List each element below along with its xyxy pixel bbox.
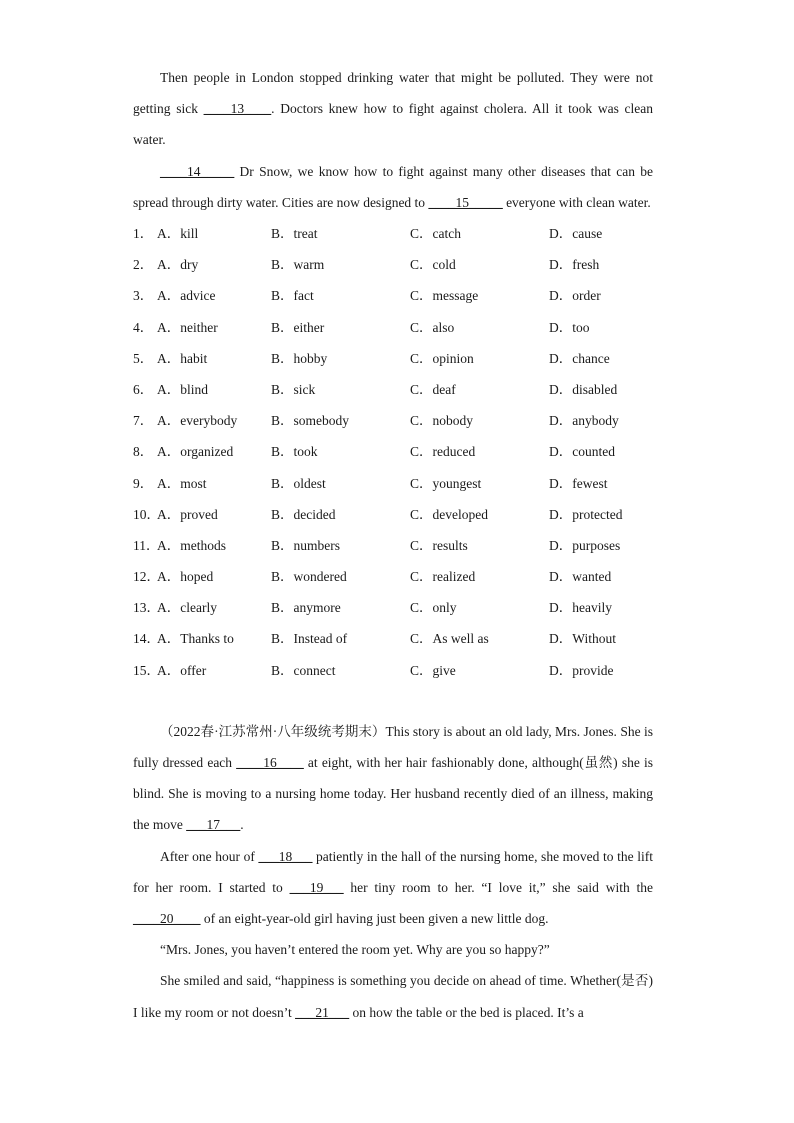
option-b: B．took [271,444,318,460]
document-page [133,62,653,1028]
question-row [133,655,653,686]
option-d: D．protected [549,506,623,522]
blank-19: ___19___ [289,879,344,895]
option-a: A．clearly [157,600,217,616]
question-row [133,592,653,623]
question-row [133,374,653,405]
text: at eight, with her hair fashionably done, although(虽然) she is blind. She is moving to a nursing home today. Her husband recently died of an illness, making the move [133,755,653,833]
text: She smiled and said, “happiness is something you decide on ahead of time. Whether(是否) I like my room or not doesn’t [133,973,653,1020]
question-number: 10． [133,506,160,522]
option-a: A．neither [157,319,218,335]
text: of an eight-year-old girl having just been given a new little dog. [200,911,549,927]
text: patiently in the hall of the nursing home, she moved to the lift for her room. I started to [133,848,654,895]
question-number: 11． [133,537,160,553]
option-c: C．developed [410,506,488,522]
option-b: B．warm [271,257,325,273]
blank-16: ____16____ [236,755,304,771]
option-b: B．connect [271,662,336,678]
blank-15: ____15_____ [428,194,503,210]
question-row [133,249,653,280]
text: her tiny room to her. “I love it,” she said with the [343,879,653,895]
question-number: 14． [133,631,160,647]
option-a: A．blind [157,381,209,397]
passage1-paragraph2 [133,156,653,218]
question-row [133,436,653,467]
option-a: A．everybody [157,413,238,429]
blank-20: ____20____ [133,911,201,927]
text: This story is about an old lady, Mrs. Jones. She is fully dressed each [133,723,653,771]
question-number: 2． [133,257,154,273]
option-c: C．realized [410,569,476,585]
option-b: B．treat [271,226,318,242]
option-a: A．dry [157,257,199,273]
question-number: 4． [133,319,154,335]
option-a: A．most [157,475,207,491]
blank-14: ____14_____ [160,163,235,179]
option-b: B．wondered [271,569,347,585]
text: Dr Snow, we know how to fight against many other diseases that can be spread through dirty water. Cities are now designed to [133,163,653,210]
text: Then people in London stopped drinking water that might be polluted. They were not getting sick [133,70,653,117]
blank-18: ___18___ [258,848,313,864]
option-b: B．oldest [271,475,326,491]
question-number: 5． [133,350,154,366]
blank-21: ___21___ [295,1004,350,1020]
option-b: B．either [271,319,325,335]
passage2-paragraph2 [133,841,653,935]
option-a: A．kill [157,226,199,242]
question-row [133,280,653,311]
option-d: D．provide [549,662,614,678]
question-number: 1． [133,226,154,242]
option-c: C．opinion [410,350,474,366]
option-a: A．offer [157,662,207,678]
option-b: B．numbers [271,537,340,553]
passage1-paragraph1 [133,62,653,156]
passage2-paragraph4 [133,965,653,1027]
option-c: C．also [410,319,455,335]
option-b: B．sick [271,381,316,397]
question-row [133,499,653,530]
option-c: C．deaf [410,381,456,397]
option-b: B．somebody [271,413,350,429]
option-d: D．disabled [549,381,618,397]
question-number: 15． [133,662,160,678]
option-c: C．give [410,662,456,678]
question-number: 9． [133,475,154,491]
text: on how the table or the bed is placed. It’s a [349,1004,584,1020]
text: After one hour of [160,848,259,864]
option-c: C．As well as [410,631,489,647]
option-b: B．decided [271,506,336,522]
option-c: C．nobody [410,413,474,429]
question-row [133,530,653,561]
question-number: 12． [133,569,160,585]
option-d: D．purposes [549,537,621,553]
option-c: C．results [410,537,468,553]
question-row [133,561,653,592]
option-d: D．order [549,288,601,304]
option-a: A．habit [157,350,208,366]
question-row [133,312,653,343]
option-d: D．cause [549,226,603,242]
option-c: C．catch [410,226,461,242]
option-b: B．hobby [271,350,328,366]
option-a: A．hoped [157,569,214,585]
option-d: D．Without [549,631,616,647]
question-row [133,405,653,436]
question-number: 13． [133,600,160,616]
blank-17: ___17___ [186,817,241,833]
option-d: D．heavily [549,600,612,616]
question-row [133,623,653,654]
option-a: A．advice [157,288,216,304]
option-d: D．wanted [549,569,612,585]
option-b: B．Instead of [271,631,348,647]
option-d: D．anybody [549,413,619,429]
blank-13: ____13____ [203,101,272,117]
question-row [133,468,653,499]
question-options [133,218,653,686]
question-row [133,343,653,374]
option-c: C．only [410,600,457,616]
option-a: A．Thanks to [157,631,234,647]
question-number: 6． [133,381,154,397]
option-d: D．fresh [549,257,600,273]
passage2-paragraph3: “Mrs. Jones, you haven’t entered the room yet. Why are you so happy?” [160,942,550,958]
option-d: D．counted [549,444,615,460]
option-b: B．fact [271,288,314,304]
option-a: A．organized [157,444,234,460]
question-number: 7． [133,413,154,429]
source-label: （2022春·江苏常州·八年级统考期末） [160,723,386,739]
question-row [133,218,653,249]
text: . [240,817,244,833]
option-c: C．cold [410,257,456,273]
option-a: A．methods [157,537,226,553]
option-a: A．proved [157,506,218,522]
option-b: B．anymore [271,600,341,616]
text: everyone with clean water. [502,194,651,210]
option-d: D．chance [549,350,610,366]
passage2-intro [133,716,653,841]
option-c: C．reduced [410,444,476,460]
option-c: C．youngest [410,475,482,491]
option-d: D．too [549,319,590,335]
option-d: D．fewest [549,475,608,491]
text: . Doctors knew how to fight against cholera. All it took was clean water. [133,101,654,148]
question-number: 8． [133,444,154,460]
option-c: C．message [410,288,479,304]
question-number: 3． [133,288,154,304]
